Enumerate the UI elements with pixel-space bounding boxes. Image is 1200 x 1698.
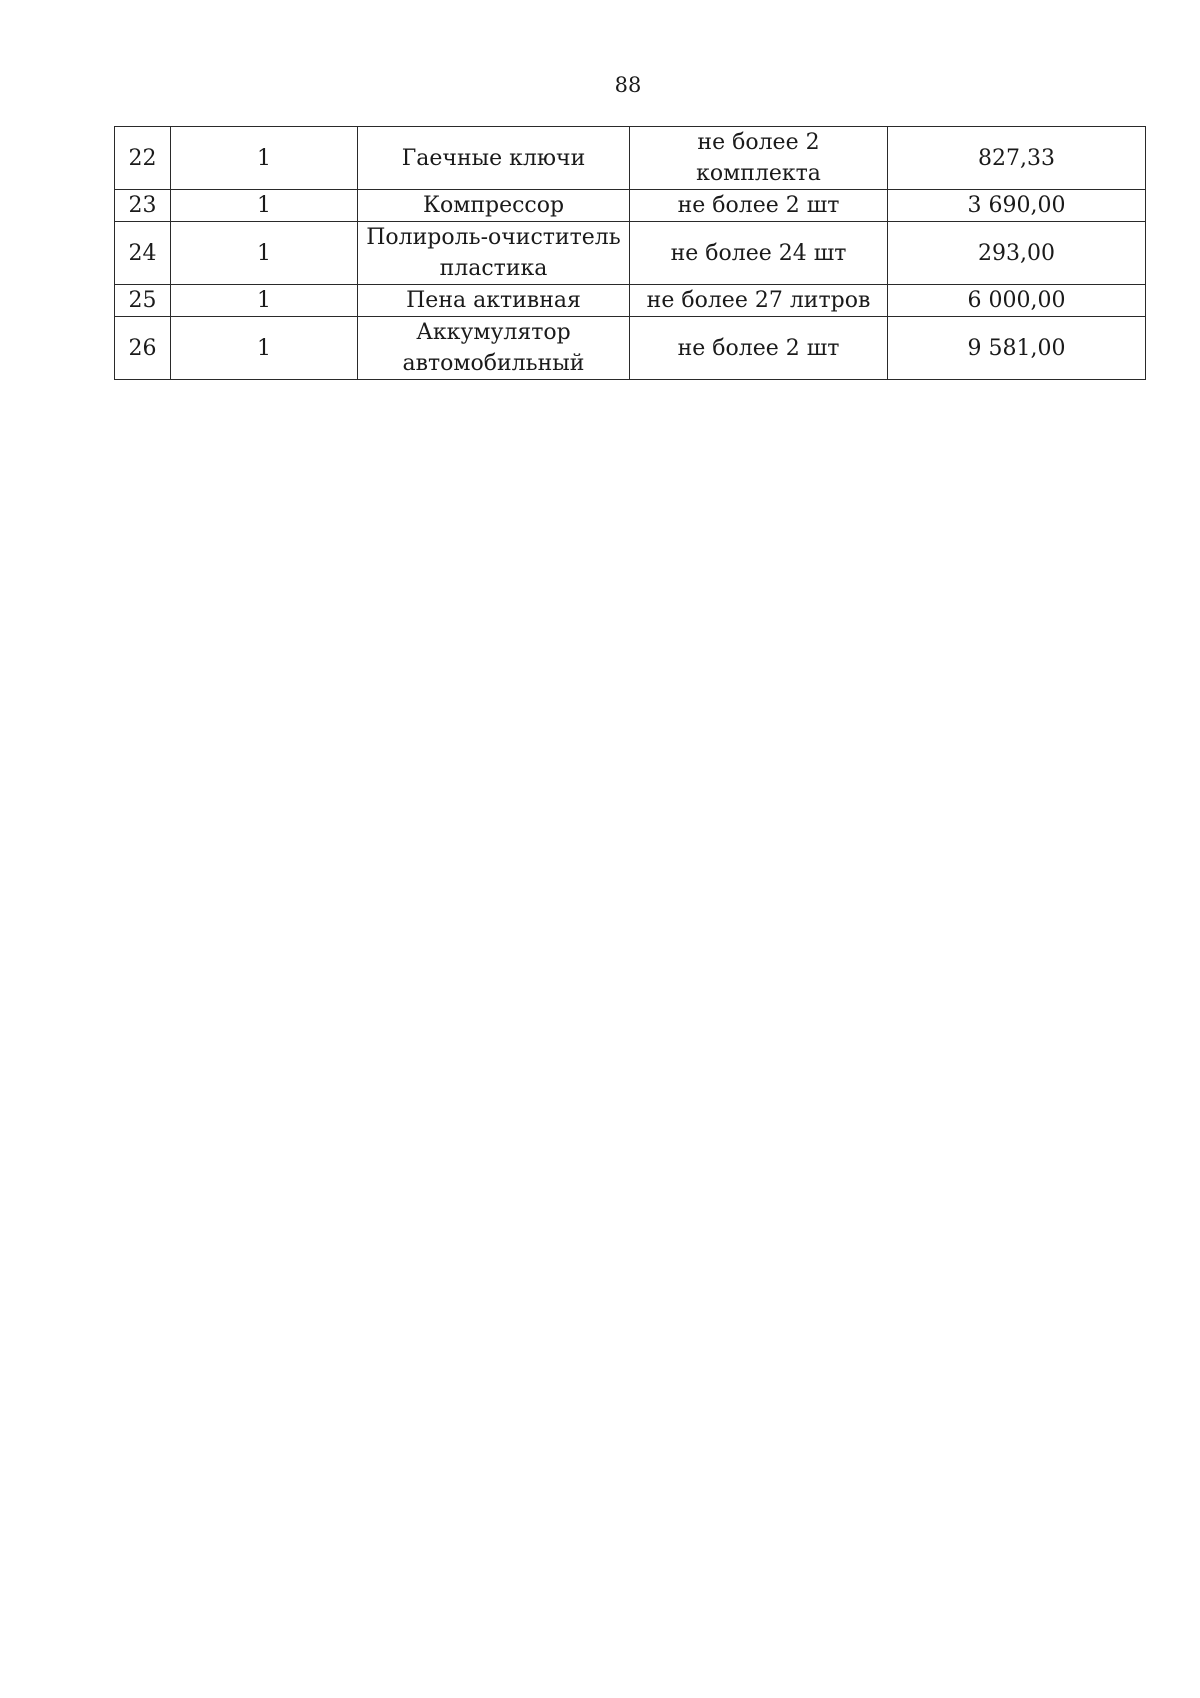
quantity-cell [630,222,888,285]
price-cell: 293,00 [888,222,1146,285]
item-name-line: пластика [439,256,548,281]
row-group-cell: 1 [171,127,358,190]
item-name-cell [358,285,630,317]
price-cell: 9 581,00 [888,317,1146,380]
item-name-line: Пена активная [406,288,581,313]
price-cell: 6 000,00 [888,285,1146,317]
row-index-cell: 24 [115,222,171,285]
items-table [114,126,1146,380]
row-group-cell: 1 [171,190,358,222]
item-name-line: Полироль-очиститель [366,225,621,250]
quantity-cell [630,127,888,190]
quantity-line: не более 24 шт [670,240,847,266]
table-row [115,190,1146,222]
table-row [115,285,1146,317]
page-number: 88 [614,73,642,97]
quantity-line: не более 27 литров [646,288,871,313]
row-index-cell: 26 [115,317,171,380]
table-row [115,127,1146,190]
table-row [115,317,1146,380]
quantity-cell [630,190,888,222]
row-index-cell: 25 [115,285,171,317]
row-index-cell: 22 [115,127,171,190]
quantity-line: не более 2 шт [677,193,840,218]
quantity-cell [630,285,888,317]
item-name-cell [358,222,630,285]
item-name-cell [358,317,630,380]
item-name-line: Гаечные ключи [401,145,586,171]
price-cell: 3 690,00 [888,190,1146,222]
quantity-line: не более 2 [697,130,820,155]
table-row [115,222,1146,285]
row-index-cell: 23 [115,190,171,222]
row-group-cell: 1 [171,317,358,380]
quantity-cell [630,317,888,380]
price-cell: 827,33 [888,127,1146,190]
item-name-cell [358,190,630,222]
item-name-line: автомобильный [402,351,585,376]
item-name-line: Компрессор [422,193,565,218]
quantity-line: не более 2 шт [677,335,840,361]
row-group-cell: 1 [171,285,358,317]
item-name-cell [358,127,630,190]
item-name-line: Аккумулятор [416,320,571,345]
quantity-line: комплекта [696,161,821,186]
row-group-cell: 1 [171,222,358,285]
